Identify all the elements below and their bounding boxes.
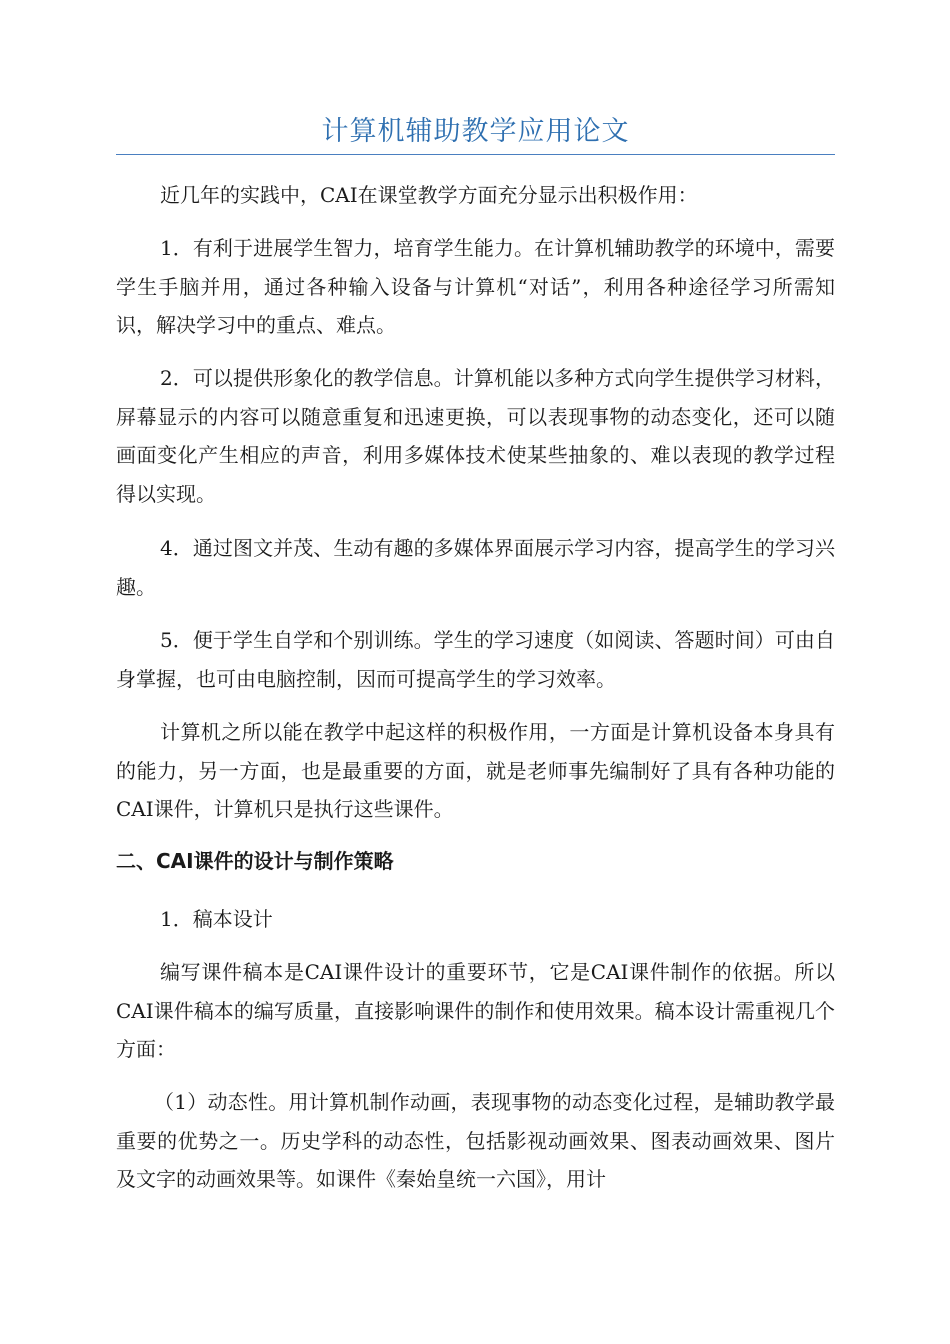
document-title: 计算机辅助教学应用论文 [321, 116, 630, 147]
paragraph-point-1: 1．有利于进展学生智力，培育学生能力。在计算机辅助教学的环境中，需要学生手脑并用，通过各种输入设备与计算机“对话”，利用各种途径学习所需知识，解决学习中的重点、难点。 [116, 236, 835, 337]
paragraph-dynamic: （1）动态性。用计算机制作动画，表现事物的动态变化过程，是辅助教学最重要的优势之一。历史学科的动态性，包括影视动画效果、图表动画效果、图片及文字的动画效果等。如课件《秦始皇统一六国》，用计 [116, 1090, 835, 1191]
paragraph-point-4: 4．通过图文并茂、生动有趣的多媒体界面展示学习内容，提高学生的学习兴趣。 [116, 536, 835, 599]
title-underline [116, 154, 835, 155]
paragraph-intro: 近几年的实践中，CAI在课堂教学方面充分显示出积极作用： [160, 183, 698, 207]
paragraph-point-5: 5．便于学生自学和个别训练。学生的学习速度（如阅读、答题时间）可由自身掌握，也可由电脑控制，因而可提高学生的学习效率。 [116, 628, 835, 691]
paragraph-summary: 计算机之所以能在教学中起这样的积极作用，一方面是计算机设备本身具有的能力，另一方面，也是最重要的方面，就是老师事先编制好了具有各种功能的CAI课件，计算机只是执行这些课件。 [116, 720, 835, 821]
section-heading: 二、CAI课件的设计与制作策略 [116, 849, 394, 873]
paragraph-subheading-script-design: 1．稿本设计 [160, 907, 273, 931]
paragraph-script-design: 编写课件稿本是CAI课件设计的重要环节，它是CAI课件制作的依据。所以CAI课件稿本的编写质量，直接影响课件的制作和使用效果。稿本设计需重视几个方面： [116, 960, 835, 1061]
paragraph-point-2: 2．可以提供形象化的教学信息。计算机能以多种方式向学生提供学习材料，屏幕显示的内容可以随意重复和迅速更换，可以表现事物的动态变化，还可以随画面变化产生相应的声音，利用多媒体技术使某些抽象的、难以表现的教学过程得以实现。 [116, 366, 835, 506]
